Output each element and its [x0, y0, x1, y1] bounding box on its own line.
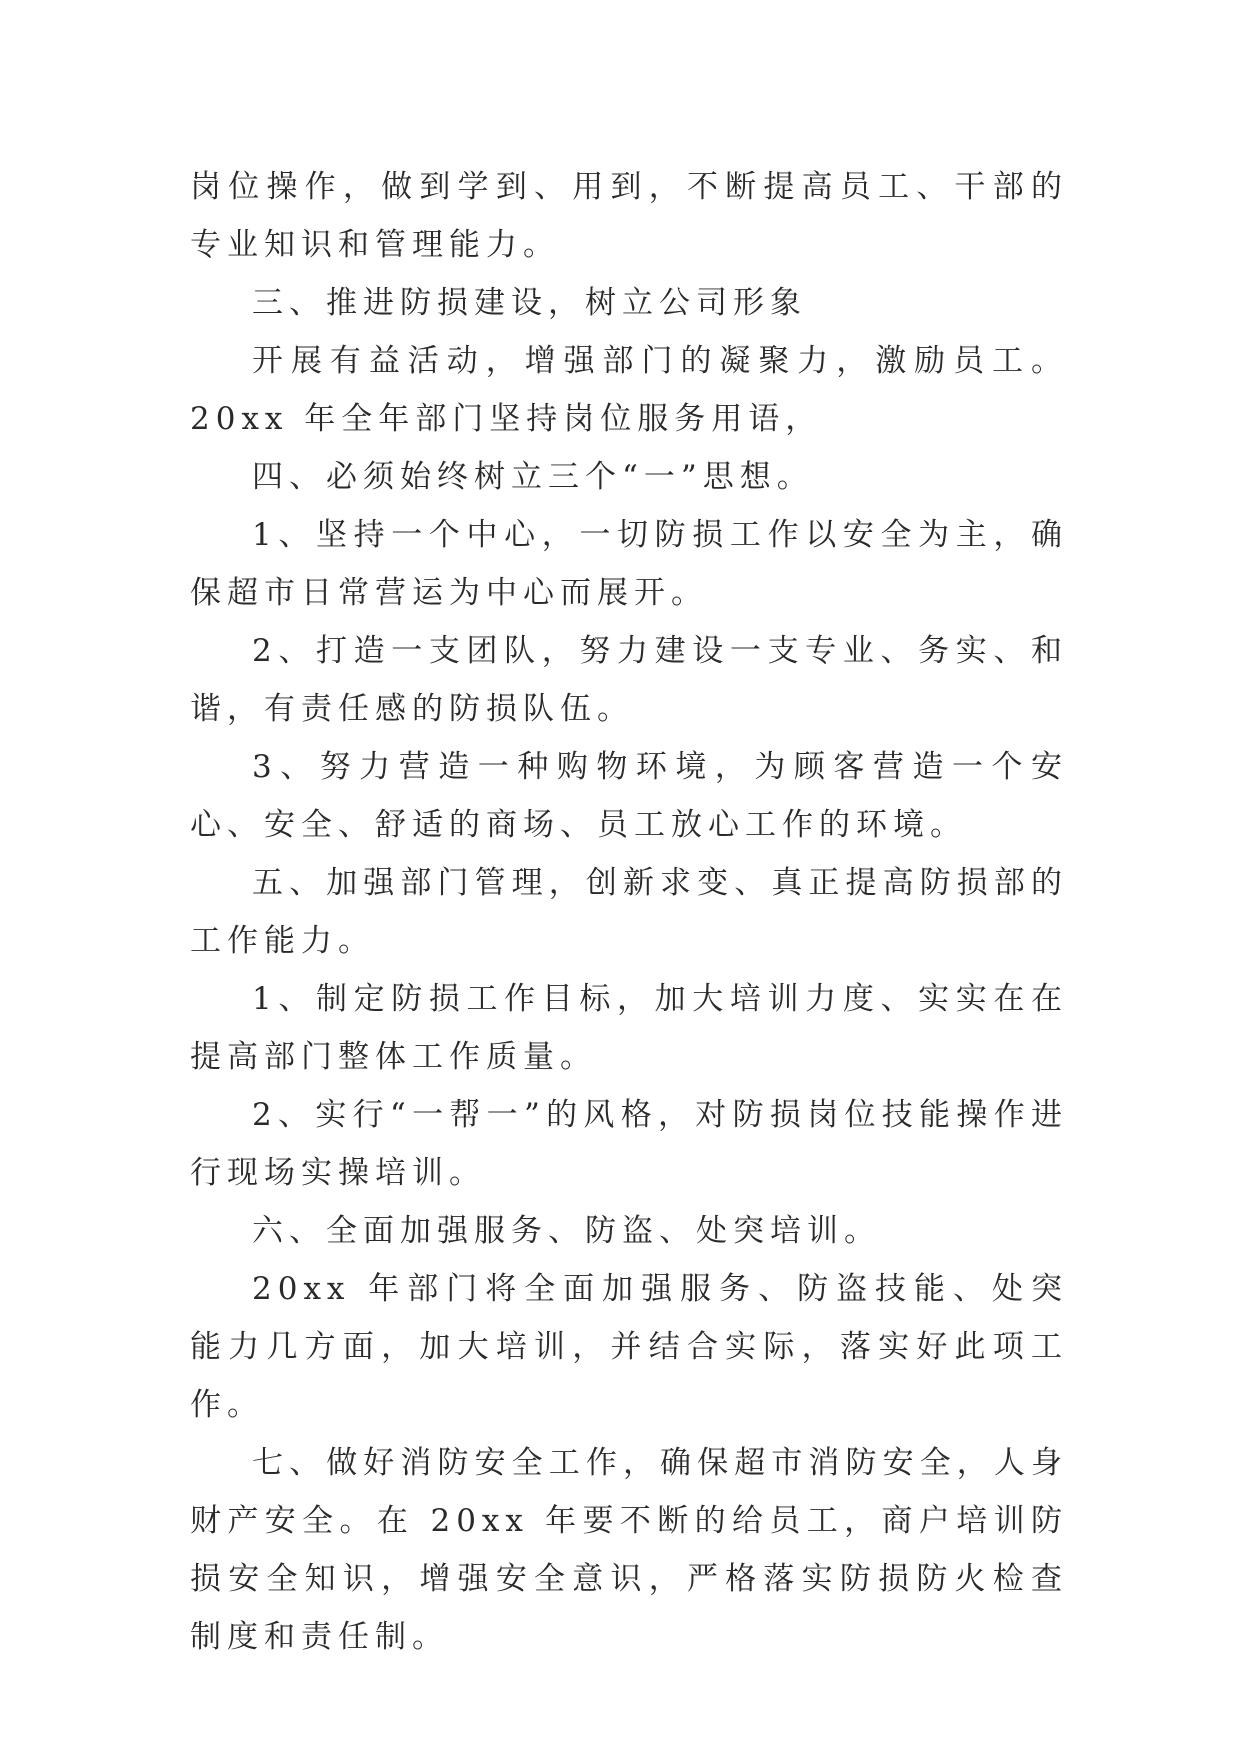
- section-heading-4: 四、必须始终树立三个“一”思想。: [252, 459, 814, 495]
- section-heading-5: 五、加强部门管理，创新求变、真正提高防损部的工作能力。: [190, 865, 1068, 959]
- document-body: [190, 158, 1068, 1666]
- paragraph-continuation: 岗位操作，做到学到、用到，不断提高员工、干部的专业知识和管理能力。: [190, 169, 1068, 263]
- list-item: 1、制定防损工作目标，加大培训力度、实实在在提高部门整体工作质量。: [190, 981, 1068, 1075]
- list-item: 2、实行“一帮一”的风格，对防损岗位技能操作进行现场实操培训。: [190, 1097, 1068, 1191]
- paragraph: 20xx 年部门将全面加强服务、防盗技能、处突能力几方面，加大培训，并结合实际，落实好此项工作。: [190, 1271, 1068, 1423]
- list-item: 2、打造一支团队，努力建设一支专业、务实、和谐，有责任感的防损队伍。: [190, 633, 1068, 727]
- section-heading-6: 六、全面加强服务、防盗、处突培训。: [252, 1213, 881, 1249]
- section-heading-3: 三、推进防损建设，树立公司形象: [252, 285, 807, 321]
- section-heading-7: 七、做好消防安全工作，确保超市消防安全，人身财产安全。在 20xx 年要不断的给员工，商户培训防损安全知识，增强安全意识，严格落实防损防火检查制度和责任制。: [190, 1445, 1068, 1655]
- paragraph: 开展有益活动，增强部门的凝聚力，激励员工。20xx 年全年部门坚持岗位服务用语，: [190, 343, 1068, 437]
- list-item: 3、努力营造一种购物环境，为顾客营造一个安心、安全、舒适的商场、员工放心工作的环境。: [190, 749, 1068, 843]
- list-item: 1、坚持一个中心，一切防损工作以安全为主，确保超市日常营运为中心而展开。: [190, 517, 1068, 611]
